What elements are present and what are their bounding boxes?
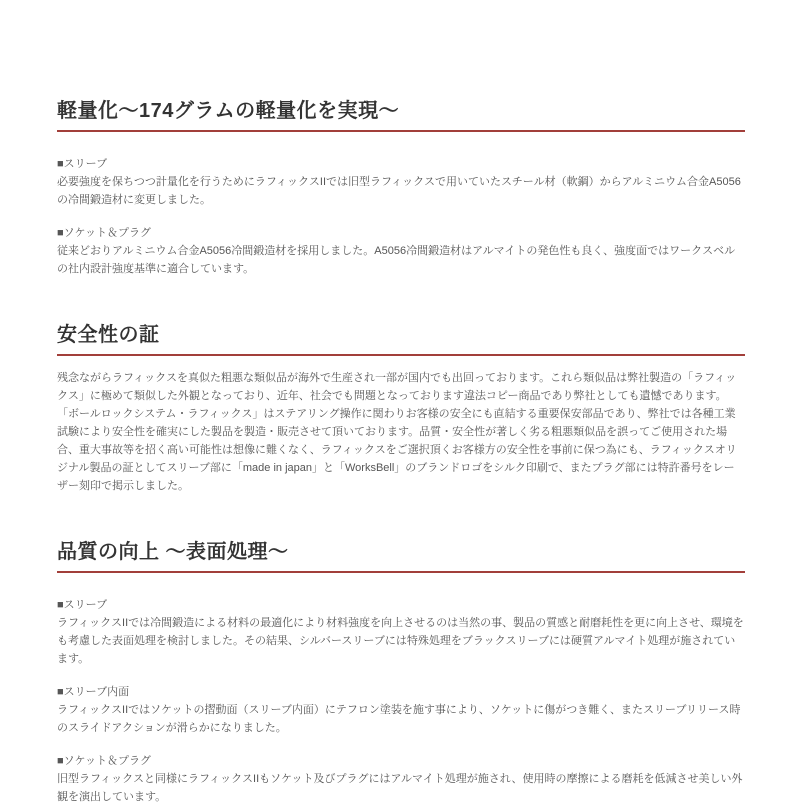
block-text: 従来どおりアルミニウム合金A5056冷間鍛造材を採用しました。A5056冷間鍛造材はアルマイトの発色性も良く、強度面ではワークスベルの社内設計強度基準に適合しています。 <box>57 245 736 275</box>
block-text: ラフィックスIIでは冷間鍛造による材料の最適化により材料強度を向上させるのは当然の事、製品の質感と耐磨耗性を更に向上させ、環境をも考慮した表面処理を検討しました。その結果、シルバースリーブには特殊処理をブラックスリーブには硬質アルマイト処理が施されています。 <box>57 617 744 665</box>
section-heading-weight-reduction: 軽量化～174グラムの軽量化を実現～ <box>57 98 745 132</box>
block-label: ■スリーブ内面 <box>57 686 130 698</box>
block-label: ■スリーブ <box>57 599 108 611</box>
section-heading-quality-surface-treatment: 品質の向上 ～表面処理～ <box>57 539 745 573</box>
paragraph: 残念ながらラフィックスを真似た粗悪な類似品が海外で生産され一部が国内でも出回っております。これら類似品は弊社製造の「ラフィックス」に極めて類似した外観となっており、近年、社会でも問題となっております違法コピー商品であり弊社としても遺憾であります。 <box>57 372 737 402</box>
block-label: ■ソケット＆プラグ <box>57 227 151 239</box>
feature-block-socket-plug <box>57 737 745 806</box>
feature-block-sleeve-inner <box>57 668 745 737</box>
section-quality-surface-treatment <box>57 539 745 806</box>
feature-block-sleeve <box>57 573 745 668</box>
section-weight-reduction <box>57 98 745 278</box>
block-text: 必要強度を保ちつつ計量化を行うためにラフィックスIIでは旧型ラフィックスで用いていたスチール材（軟鋼）からアルミニウム合金A5056の冷間鍛造材に変更しました。 <box>57 176 741 206</box>
block-text: 旧型ラフィックスと同様にラフィックスIIもソケット及びプラグにはアルマイト処理が施され、使用時の摩擦による磨耗を低減させ美しい外観を演出しています。 <box>57 773 743 803</box>
paragraph: 「ボールロックシステム・ラフィックス」はステアリング操作に関わりお客様の安全にも直結する重要保安部品であり、弊社では各種工業試験により安全性を確実にした製品を製造・販売させて頂いております。品質・安全性が著しく劣る粗悪類似品を誤ってご使用された場合、重大事故等を招く高い可能性は想像に難くなく、ラフィックスをご選択頂くお客様方の安全性を事前に保つ為にも、ラフィックスオリジナル製品の証としてスリーブ部に「made in japan」と「WorksBell」のブランドロゴをシルク印刷で、またプラグ部には特許番号をレーザー刻印で掲示しました。 <box>57 408 737 492</box>
section-heading-safety-proof: 安全性の証 <box>57 322 745 356</box>
block-label: ■スリーブ <box>57 158 108 170</box>
block-text: ラフィックスIIではソケットの摺動面（スリーブ内面）にテフロン塗装を施す事により、ソケットに傷がつき難く、またスリーブリリース時のスライドアクションが滑らかになりました。 <box>57 704 741 734</box>
block-label: ■ソケット＆プラグ <box>57 755 151 767</box>
feature-block-sleeve <box>57 132 745 209</box>
feature-block-socket-plug <box>57 209 745 278</box>
section-body <box>57 573 745 806</box>
section-safety-proof <box>57 322 745 495</box>
section-body <box>57 132 745 278</box>
section-body <box>57 356 745 495</box>
